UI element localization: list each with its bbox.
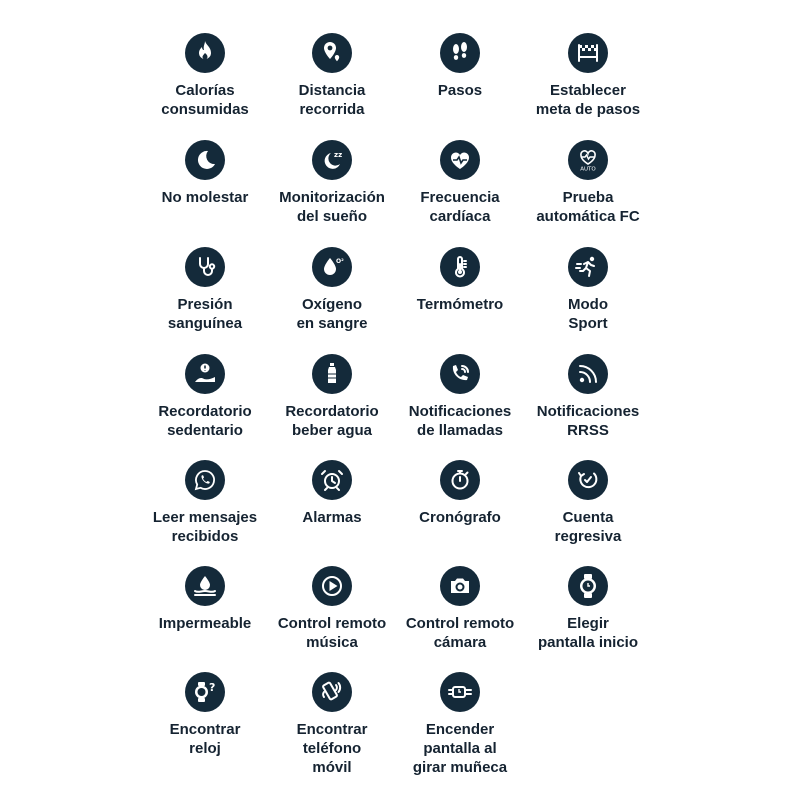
sleep-moon-icon [312,140,352,180]
feature-item [390,566,530,652]
feature-item [262,354,402,440]
feature-item [262,247,402,333]
rss-icon [568,354,608,394]
find-watch-icon [185,672,225,712]
feature-item [135,33,275,119]
heart-auto-icon [568,140,608,180]
play-icon [312,566,352,606]
alarm-clock-icon [312,460,352,500]
feature-label: Notificaciones de llamadas [408,403,512,439]
phone-ringing-icon [440,354,480,394]
svg-text:zz: zz [334,151,343,159]
feature-label: Notificaciones RRSS [536,403,640,439]
feature-label: Alarmas [302,509,362,526]
feature-label: Elegir pantalla inicio [537,615,639,651]
feature-label: Modo Sport [568,296,608,332]
svg-text:?: ? [209,681,216,694]
whatsapp-icon [185,460,225,500]
feature-label: Presión sanguínea [167,296,243,332]
feature-label: Encontrar teléfono móvil [296,721,368,776]
feature-label: Oxígeno en sangre [296,296,368,332]
feature-label: Frecuencia cardíaca [420,189,500,225]
feature-item [135,460,275,546]
feature-item [390,354,530,440]
feature-item [262,672,402,777]
feature-item [135,672,275,758]
flame-icon [185,33,225,73]
oxygen-drop-icon [312,247,352,287]
feature-label: Prueba automática FC [536,189,640,225]
waterproof-icon [185,566,225,606]
feature-item [262,460,402,527]
runner-icon [568,247,608,287]
feature-item [135,354,275,440]
feature-item [518,354,658,440]
wrist-raise-icon [440,672,480,712]
svg-text:O²: O² [336,258,344,265]
feature-item [390,33,530,100]
feature-item [262,140,402,226]
feature-item [262,33,402,119]
feature-item [390,460,530,527]
feature-label: Encontrar reloj [169,721,241,757]
feature-label: Recordatorio beber agua [285,403,379,439]
feature-item [390,247,530,314]
feature-item [390,672,530,777]
feature-label: Pasos [437,82,483,99]
water-bottle-icon [312,354,352,394]
feature-label: Encender pantalla al girar muñeca [412,721,508,776]
feature-label: Monitorización del sueño [279,189,385,225]
feature-item [135,140,275,207]
feature-label: Control remoto cámara [405,615,515,651]
countdown-icon [568,460,608,500]
feature-label: Termómetro [416,296,504,313]
feature-label: Cuenta regresiva [554,509,622,545]
camera-icon [440,566,480,606]
feature-label: Establecer meta de pasos [535,82,641,118]
feature-label: Impermeable [158,615,252,632]
sedentary-alert-icon [185,354,225,394]
stethoscope-icon [185,247,225,287]
feature-item [518,566,658,652]
feature-label: Recordatorio sedentario [158,403,252,439]
feature-label: Control remoto música [277,615,387,651]
find-phone-icon [312,672,352,712]
feature-item [135,247,275,333]
feature-item [518,140,658,226]
feature-label: No molestar [161,189,249,206]
feature-item [135,566,275,633]
feature-label: Calorías consumidas [161,82,249,118]
feature-item [518,33,658,119]
heart-pulse-icon [440,140,480,180]
map-pin-icon [312,33,352,73]
feature-item [262,566,402,652]
footprints-icon [440,33,480,73]
feature-item [390,140,530,226]
feature-label: Leer mensajes recibidos [152,509,258,545]
svg-text:AUTO: AUTO [580,166,596,173]
finish-line-icon [568,33,608,73]
watch-face-icon [568,566,608,606]
feature-item [518,460,658,546]
feature-item [518,247,658,333]
feature-label: Cronógrafo [419,509,501,526]
moon-icon [185,140,225,180]
stopwatch-icon [440,460,480,500]
feature-label: Distancia recorrida [298,82,366,118]
thermometer-icon [440,247,480,287]
